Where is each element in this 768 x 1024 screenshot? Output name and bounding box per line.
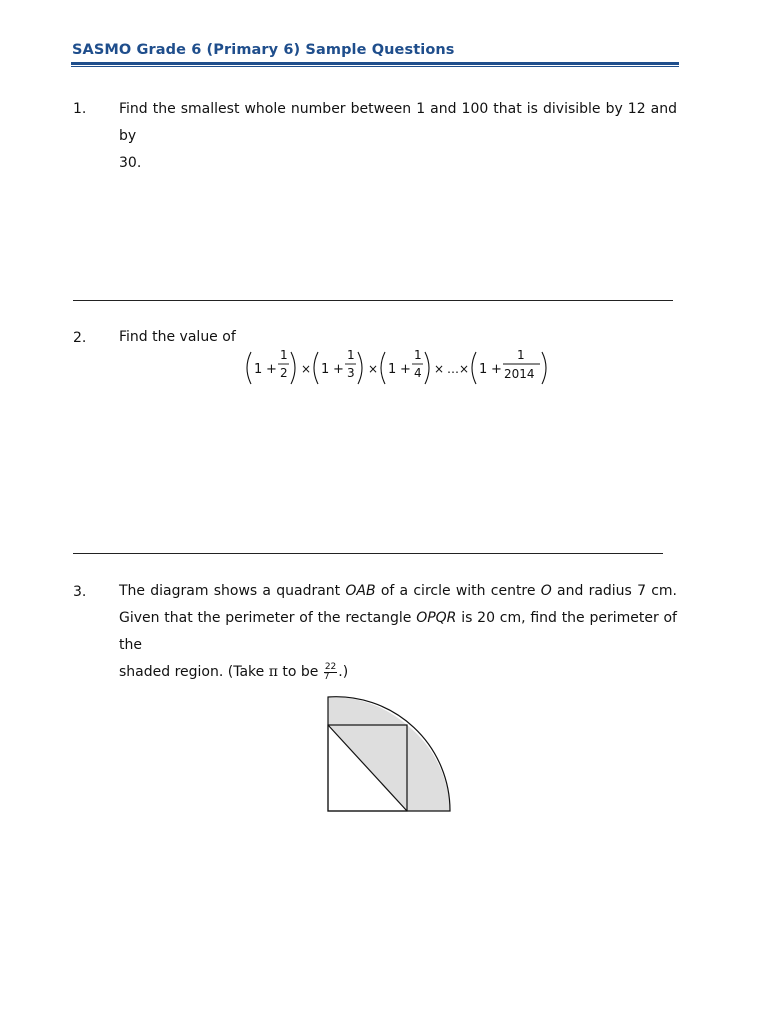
question-1-number: 1. xyxy=(73,101,87,117)
times-sign-2: × xyxy=(368,362,379,376)
svg-text:+: + xyxy=(333,362,344,377)
svg-text:+: + xyxy=(491,362,502,377)
svg-text:1: 1 xyxy=(280,348,288,362)
separator-2 xyxy=(73,553,663,554)
svg-text:1: 1 xyxy=(321,362,330,377)
svg-text:1: 1 xyxy=(347,348,355,362)
page-title: SASMO Grade 6 (Primary 6) Sample Questions xyxy=(72,42,455,58)
svg-text:3: 3 xyxy=(347,366,355,380)
question-3-line-2: Given that the perimeter of the rectangle OPQR is 20 cm, find the perimeter of the xyxy=(119,610,677,653)
header-rule-thick xyxy=(71,62,679,65)
svg-text:2014: 2014 xyxy=(504,367,535,381)
svg-text:1: 1 xyxy=(479,362,488,377)
term-3 xyxy=(381,348,429,384)
svg-text:1: 1 xyxy=(414,348,422,362)
times-sign-3: × xyxy=(434,362,445,376)
question-2-number: 2. xyxy=(73,330,87,346)
svg-text:1: 1 xyxy=(388,362,397,377)
pi-fraction: $\frac{22}{7}$ xyxy=(323,661,337,682)
question-1-line-1: Find the smallest whole number between 1 and 100 that is divisible by 12 and by xyxy=(119,101,677,144)
svg-text:+: + xyxy=(266,362,277,377)
svg-text:+: + xyxy=(400,362,411,377)
shaded-region xyxy=(328,697,450,811)
separator-1 xyxy=(73,300,673,301)
term-4 xyxy=(472,348,546,384)
ellipsis-times: …× xyxy=(447,362,470,376)
svg-text:4: 4 xyxy=(414,366,422,380)
term-1 xyxy=(247,348,295,384)
header-rule-thin xyxy=(71,66,679,67)
question-3-line-3: shaded region. (Take π to be $\frac{22}{7}$ .) xyxy=(119,661,349,682)
question-1-text xyxy=(119,96,677,177)
question-2-text: Find the value of xyxy=(119,329,236,345)
question-3-line-1: The diagram shows a quadrant OAB of a circle with centre O and radius 7 cm. xyxy=(119,583,677,599)
question-3-text xyxy=(119,578,677,686)
quadrant-diagram xyxy=(320,690,460,820)
question-1-line-2: 30. xyxy=(119,155,142,171)
svg-text:1: 1 xyxy=(254,362,263,377)
question-3-number: 3. xyxy=(73,584,87,600)
svg-text:1: 1 xyxy=(517,348,525,362)
svg-text:2: 2 xyxy=(280,366,288,380)
times-sign-1: × xyxy=(301,362,312,376)
product-expression xyxy=(242,344,562,388)
term-2 xyxy=(314,348,362,384)
